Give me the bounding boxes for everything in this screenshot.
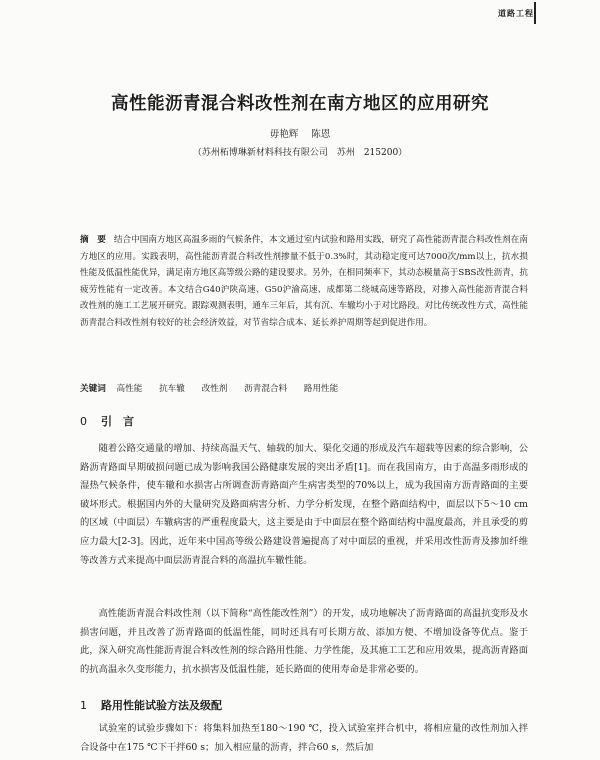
body-paragraph: 随着公路交通量的增加、持续高温天气、轴载的加大、渠化交通的形成及汽车超载等因素的综合影响，公路沥青路面早期破损问题已成为影响我国公路健康发展的突出矛盾[1]。而在我国南方，由于高温多雨形成的湿热气候条件，使车辙和水损害占所调查沥青路面产生病害类型的70%以上，成为我国南方沥青路面的主要破坏形式。根据国内外的大量研究及路面病害分析、力学分析发现，在整个路面结构中，面层以下5～10 cm的区域（中面层）车辙病害的严重程度最大，这主要是由于中面层在整个路面结构中温度最高，并且承受的剪应力最大[2-3]。因此，近年来中国高等级公路建设普遍提高了对中面层的重视，并采用改性沥青及掺加纤维等改善方式来提高中面层沥青混合料的高温抗车辙性能。 (80, 443, 528, 566)
section-title: 引 言 (101, 415, 134, 428)
abstract-label: 摘 要 (80, 235, 106, 245)
author-name: 陈恩 (311, 129, 331, 140)
section-title: 路用性能试验方法及级配 (101, 699, 222, 712)
keywords (80, 382, 528, 394)
section-number: 1 (80, 699, 87, 712)
paper-title: 高性能沥青混合料改性剂在南方地区的应用研究 (111, 94, 489, 114)
body-paragraph: 试验室的试验步骤如下：将集料加热至180～190 ℃，投入试验室拌合机中，将相应量的改性剂加入拌合设备中在175 ℃下干拌60 s；加入相应量的沥青，拌合60 s，然后加 (80, 723, 528, 753)
section-heading-methods (80, 697, 222, 713)
affiliation: （苏州柘博琳新材料科技有限公司 苏州 215200） (192, 148, 408, 158)
keywords-label: 关键词 (80, 384, 106, 394)
body-paragraph: 高性能沥青混合料改性剂（以下简称“高性能改性剂”）的开发，成功地解决了沥青路面的高温抗变形及水损害问题，并且改善了沥青路面的低温性能，同时还具有可长期方故、添加方便、不增加设备等优点。鉴于此，深入研究高性能沥青混合料改性剂的综合路用性能、力学性能，及其施工工艺和应用效果，提高沥青路面的抗高温永久变形能力，抗水损害及低温性能，延长路面的使用寿命是非常必要的。 (80, 608, 528, 675)
keyword: 高性能 (116, 384, 143, 394)
journal-section-tag: 道路工程 (498, 9, 534, 18)
section-number: 0 (80, 415, 87, 428)
section-heading-introduction (80, 413, 134, 429)
abstract (80, 232, 528, 332)
authors (0, 126, 600, 140)
author-name: 毋艳辉 (269, 129, 299, 140)
keyword: 改性剂 (201, 384, 228, 394)
header-rule (534, 2, 536, 24)
keyword: 抗车辙 (159, 384, 185, 394)
keyword: 路用性能 (303, 384, 339, 394)
keyword: 沥青混合料 (244, 384, 288, 394)
abstract-text: 结合中国南方地区高温多雨的气候条件，本文通过室内试验和路用实践，研究了高性能沥青混合料改性剂在南方地区的应用。实践表明，高性能沥青混合料改性剂掺量不低于0.3%时，其动稳定度可达7000次/mm以上，抗水损性能及低温性能优异，满足南方地区高等级公路的建设要求。另外，在相同频率下，其动态模量高于SBS改性沥青，抗疲劳性能有一定改善。本文结合G40沪陕高速、G50沪渝高速、成都第二绕城高速等路段，对掺入高性能沥青混合料改性剂的施工工艺展开研究。跟踪观测表明，通车三年后，其有沉、车辙均小于对比路段。对比传统改性方式，高性能沥青混合料改性剂有较好的社会经济效益，对节省综合成本、延长养护周期等起到促进作用。 (80, 235, 528, 328)
